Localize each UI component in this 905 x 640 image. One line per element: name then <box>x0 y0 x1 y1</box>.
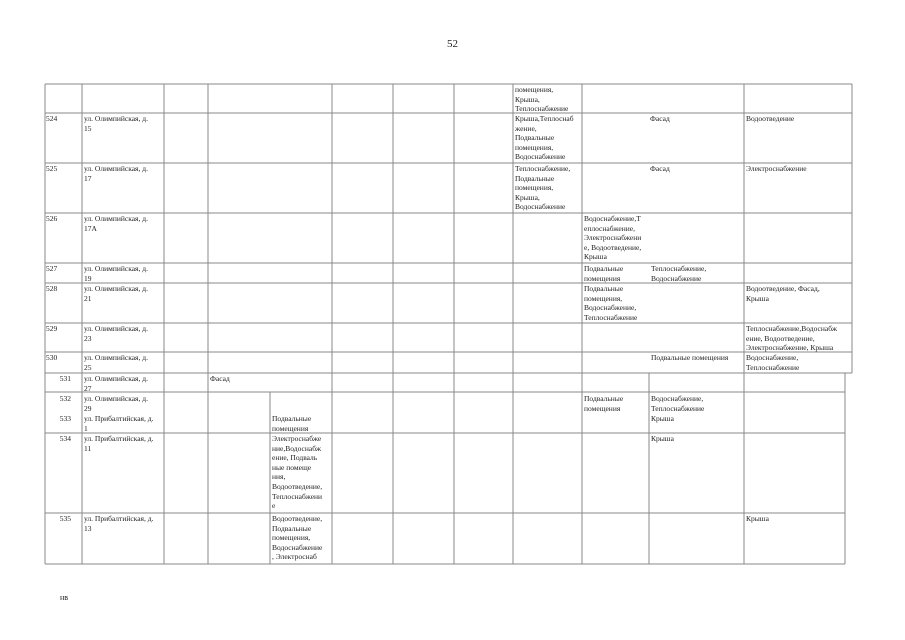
row-527-col9: Теплоснабжение, Водоснабжение <box>651 264 707 283</box>
row-535-col10: Крыша <box>746 514 769 523</box>
page-number: 52 <box>447 38 458 50</box>
row-535-address: ул. Прибалтийская, д. 13 <box>84 514 154 533</box>
row-531-number: 531 <box>59 374 71 383</box>
row-528-address: ул. Олимпийская, д. 21 <box>84 284 148 303</box>
footer-mark: нв <box>60 593 69 602</box>
row-533-number: 533 <box>59 414 71 423</box>
row-528-col10: Водоотведение, Фасад, Крыша <box>746 284 820 303</box>
row-534-number: 534 <box>59 434 71 443</box>
row-530-number: 530 <box>46 353 58 362</box>
row-526-col8: Водоснабжение,Т еплоснабжение, Электроснабжени е, Водоотведение, Крыша <box>584 214 642 262</box>
row-525-col10: Электроснабжение <box>746 164 807 173</box>
row-524-col9: Фасад <box>650 114 670 123</box>
row-533-col9: Крыша <box>651 414 674 423</box>
row-535-col4: Водоотведение, Подвальные помещения, Водоснабжение , Электроснаб <box>272 514 323 562</box>
row-524-address: ул. Олимпийская, д. 15 <box>84 114 148 133</box>
row-524-col7: Крыша,Теплоснаб жение, Подвальные помещения, Водоснабжение <box>515 114 574 162</box>
row-526-address: ул. Олимпийская, д. 17А <box>84 214 148 233</box>
row-528-col8: Подвальные помещения, Водоснабжение, Теплоснабжение <box>584 284 638 322</box>
row-532-col9: Водоснабжение, Теплоснабжение <box>651 394 705 413</box>
row-534-col9: Крыша <box>651 434 674 443</box>
row-525-col9: Фасад <box>650 164 670 173</box>
row-535-number: 535 <box>59 514 71 523</box>
row-528-number: 528 <box>46 284 58 293</box>
continuation-cell: помещения, Крыша, Теплоснабжение <box>515 85 569 114</box>
row-530-col10: Водоснабжение, Теплоснабжение <box>746 353 800 372</box>
row-530-col9: Подвальные помещения <box>651 353 729 362</box>
row-532-col8: Подвальные помещения <box>584 394 624 413</box>
row-534-address: ул. Прибалтийская, д. 11 <box>84 434 154 453</box>
row-529-col10: Теплоснабжение,Водоснабж ение, Водоотведение, Электроснабжение, Крыша <box>746 324 838 353</box>
row-527-address: ул. Олимпийская, д. 19 <box>84 264 148 283</box>
row-524-number: 524 <box>46 114 58 123</box>
row-527-col8: Подвальные помещения <box>584 264 624 283</box>
row-525-number: 525 <box>46 164 58 173</box>
row-531-col4: Фасад <box>210 374 230 383</box>
row-533-col4: Подвальные помещения <box>272 414 312 433</box>
row-532-number: 532 <box>59 394 71 403</box>
row-530-address: ул. Олимпийская, д. 25 <box>84 353 148 372</box>
row-529-number: 529 <box>46 324 58 333</box>
row-527-number: 527 <box>46 264 58 273</box>
row-534-col4: Электроснабже ние,Водоснабж ение, Подваль ные помеще ния, Водоотведение, Теплоснабжени е <box>272 434 323 511</box>
row-525-address: ул. Олимпийская, д. 17 <box>84 164 148 183</box>
row-529-address: ул. Олимпийская, д. 23 <box>84 324 148 343</box>
row-525-col7: Теплоснабжение, Подвальные помещения, Крыша, Водоснабжение <box>515 164 571 212</box>
row-533-address: ул. Прибалтийская, д. 1 <box>84 414 154 433</box>
row-531-address: ул. Олимпийская, д. 27 <box>84 374 148 393</box>
row-532-address: ул. Олимпийская, д. 29 <box>84 394 148 413</box>
row-524-col10: Водоотведение <box>746 114 795 123</box>
row-526-number: 526 <box>46 214 58 223</box>
